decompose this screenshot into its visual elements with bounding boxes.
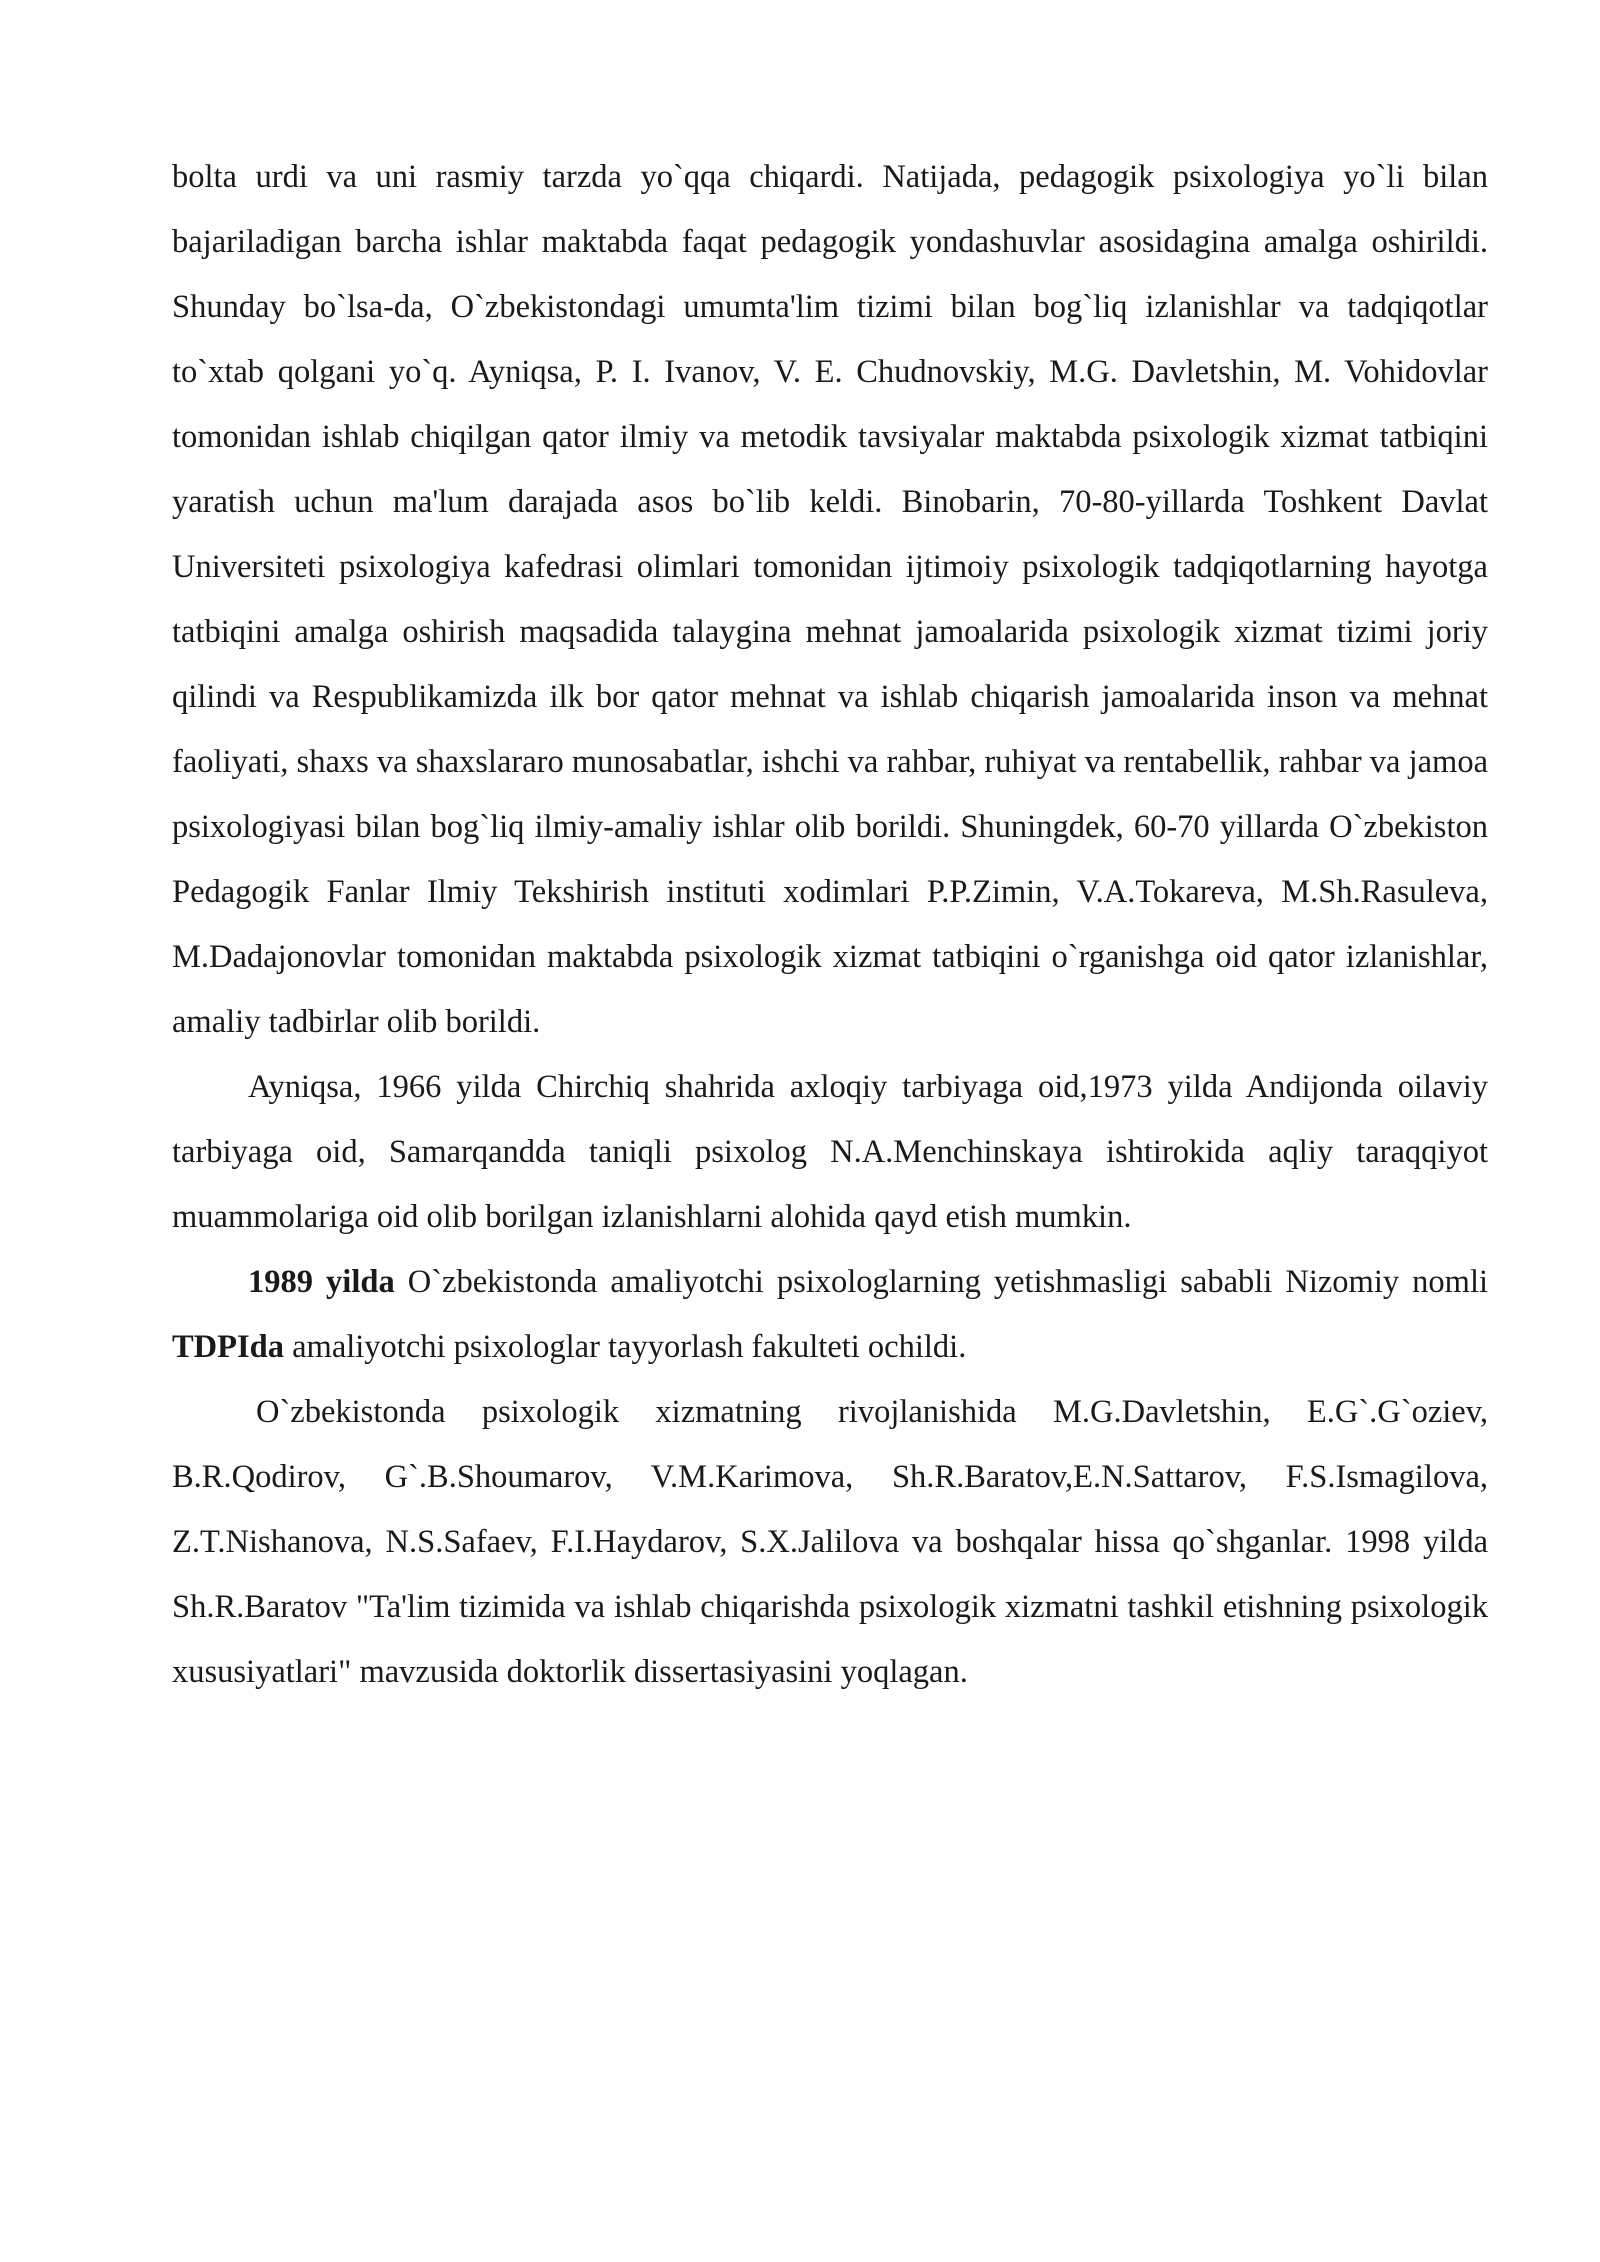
paragraph-3-bold-institution: TDPIda (172, 1329, 284, 1365)
paragraph-3-text-part-1: O`zbekistonda amaliyotchi psixologlarning yetishmasligi sababli Nizomiy nomli (394, 1264, 1488, 1300)
paragraph-2: Ayniqsa, 1966 yilda Chirchiq shahrida axloqiy tarbiyaga oid,1973 yilda Andijonda oilaviy tarbiyaga oid, Samarqandda taniqli psixolog N.A.Menchinskaya ishtirokida aqliy taraqqiyot muammolariga oid olib borilgan izlanishlarni alohida qayd etish mumkin. (172, 1069, 1488, 1235)
paragraph-3-bold-year: 1989 yilda (248, 1264, 395, 1300)
paragraph-4: O`zbekistonda psixologik xizmatning rivojlanishida M.G.Davletshin, E.G`.G`oziev, B.R.Qodirov, G`.B.Shoumarov, V.M.Karimova, Sh.R.Baratov,E.N.Sattarov, F.S.Ismagilova, Z.T.Nishanova, N.S.Safaev, F.I.Haydarov, S.X.Jalilova va boshqalar hissa qo`shganlar. 1998 yilda Sh.R.Baratov "Ta'lim tizimida va ishlab chiqarishda psixologik xizmatni tashkil etishning psixologik xususiyatlari" mavzusida doktorlik dissertasiyasini yoqlagan. (172, 1394, 1488, 1690)
paragraph-1: bolta urdi va uni rasmiy tarzda yo`qqa chiqardi. Natijada, pedagogik psixologiya yo`li bilan bajariladigan barcha ishlar maktabda faqat pedagogik yondashuvlar asosidagina amalga oshirildi. Shunday bo`lsa-da, O`zbekistondagi umumta'lim tizimi bilan bog`liq izlanishlar va tadqiqotlar to`xtab qolgani yo`q. Ayniqsa, P. I. Ivanov, V. E. Chudnovskiy, M.G. Davletshin, M. Vohidovlar tomonidan ishlab chiqilgan qator ilmiy va metodik tavsiyalar maktabda psixologik xizmat tatbiqini yaratish uchun ma'lum darajada asos bo`lib keldi. Binobarin, 70-80-yillarda Toshkent Davlat Universiteti psixologiya kafedrasi olimlari tomonidan ijtimoiy psixologik tadqiqotlarning hayotga tatbiqini amalga oshirish maqsadida talaygina mehnat jamoalarida psixologik xizmat tizimi joriy qilindi va Respublikamizda ilk bor qator mehnat va ishlab chiqarish jamoalarida inson va mehnat faoliyati, shaxs va shaxslararo munosabatlar, ishchi va rahbar, ruhiyat va rentabellik, rahbar va jamoa psixologiyasi bilan bog`liq ilmiy-amaliy ishlar olib borildi. Shuningdek, 60-70 yillarda O`zbekiston Pedagogik Fanlar Ilmiy Tekshirish instituti xodimlari P.P.Zimin, V.A.Tokareva, M.Sh.Rasuleva, M.Dadajonovlar tomonidan maktabda psixologik xizmat tatbiqini o`rganishga oid qator izlanishlar, amaliy tadbirlar olib borildi. (172, 159, 1488, 1040)
paragraph-3-text-part-2: amaliyotchi psixologlar tayyorlash fakulteti ochildi. (283, 1329, 967, 1365)
paragraph-3 (172, 1250, 1488, 1380)
document-body (172, 145, 1488, 1705)
